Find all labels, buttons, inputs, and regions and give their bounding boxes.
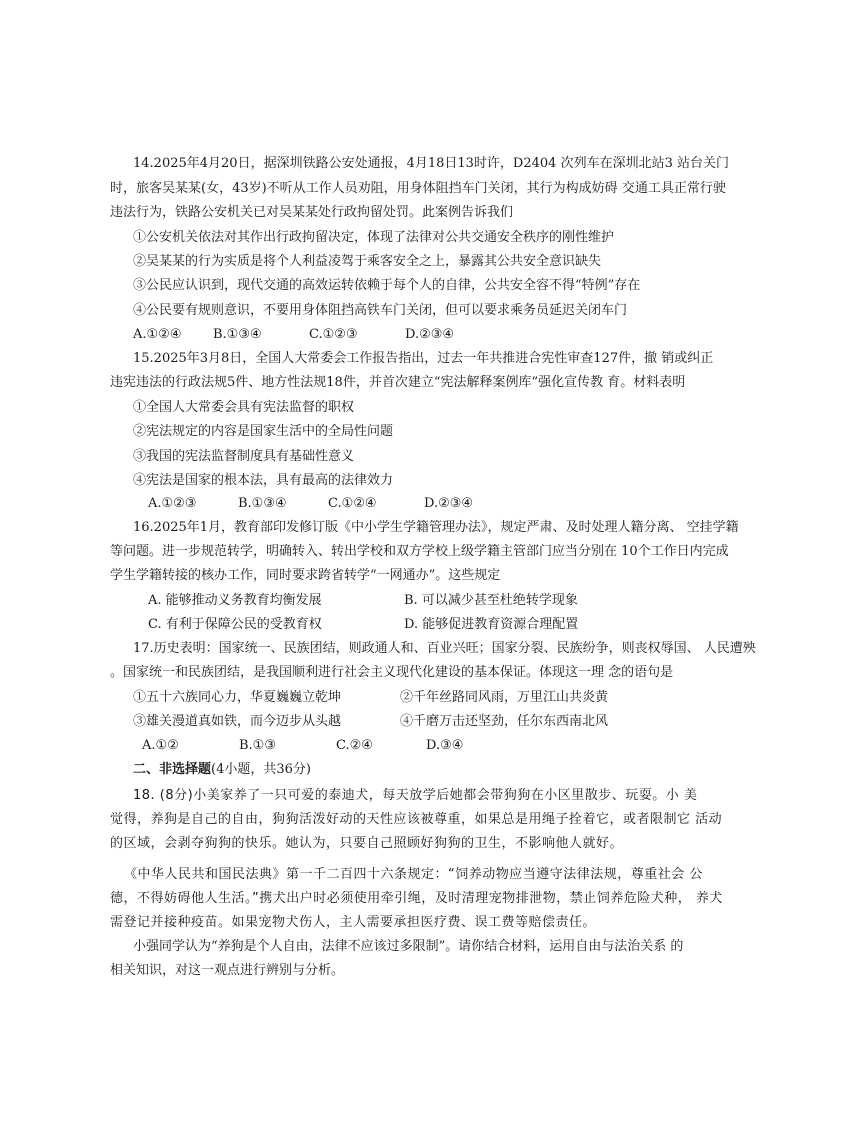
q16-stem-line-1: 16.2025年1月，教育部印发修订版《中小学生学籍管理办法》，规定严肃、及时处理人籍分离、 空挂学籍 bbox=[133, 520, 739, 535]
q18-para1-line-1: 18. (8分)小美家养了一只可爱的泰迪犬，每天放学后她都会带狗狗在小区里散步、玩耍。小 美 bbox=[133, 788, 698, 803]
q16-option-d: D. 能够促进教育资源合理配置 bbox=[404, 617, 579, 632]
q18-para2-line-2: 德，不得妨碍他人生活。”携犬出户时必须使用牵引绳，及时清理宠物排泄物，禁止饲养危险犬种， 养犬 bbox=[110, 891, 723, 906]
q14-stem-line-1: 14.2025年4月20日，据深圳铁路公安处通报，4月18日13时许，D2404 次列车在深圳北站3 站台关门 bbox=[133, 156, 729, 171]
section-2-heading bbox=[133, 761, 311, 779]
q17-option-3: ③雄关漫道真如铁，而今迈步从头越 bbox=[133, 714, 342, 729]
q17-stem-line-1: 17.历史表明：国家统一、民族团结，则政通人和、百业兴旺；国家分裂、民族纷争，则丧权辱国、 人民遭殃 bbox=[133, 641, 756, 656]
q17-stem-line-2: 。国家统一和民族团结，是我国顺利进行社会主义现代化建设的基本保证。体现这一理 念的语句是 bbox=[110, 665, 674, 680]
q15-option-2: ②宪法规定的内容是国家生活中的全局性问题 bbox=[133, 424, 394, 439]
q17-choice-c: C.②④ bbox=[336, 738, 373, 753]
q14-option-1: ①公安机关依法对其作出行政拘留决定，体现了法律对公共交通安全秩序的刚性维护 bbox=[133, 230, 615, 245]
q18-para3-line-2: 相关知识，对这一观点进行辨别与分析。 bbox=[110, 963, 345, 978]
q15-stem-line-2: 违宪违法的行政法规5件、地方性法规18件，并首次建立“宪法解释案例库”强化宣传教 育。材料表明 bbox=[110, 375, 686, 390]
q14-stem-line-2: 时，旅客吴某某(女，43岁)不听从工作人员劝阻，用身体阻挡车门关闭，其行为构成妨碍 交通工具正常行驶 bbox=[110, 181, 726, 196]
q18-para2-line-3: 需登记并接种疫苗。如果宠物犬伤人，主人需要承担医疗费、误工费等赔偿责任。 bbox=[110, 915, 597, 930]
q17-option-2: ②千年丝路同风雨，万里江山共炎黄 bbox=[400, 690, 609, 705]
q17-choices bbox=[142, 737, 463, 755]
q17-choice-b: B.①③ bbox=[239, 738, 276, 753]
q16-stem-line-3: 学生学籍转接的核办工作，同时要求跨省转学“一网通办”。这些规定 bbox=[110, 568, 501, 583]
q18-para3-line-1: 小强同学认为“养狗是个人自由，法律不应该过多限制”。请你结合材料，运用自由与法治关系 的 bbox=[133, 939, 684, 954]
q14-choice-c: C.①②③ bbox=[309, 327, 358, 342]
q15-choice-b: B.①③④ bbox=[238, 496, 287, 511]
q15-stem-line-1: 15.2025年3月8日，全国人大常委会工作报告指出，过去一年共推进合宪性审查127件，撤 销或纠正 bbox=[133, 351, 714, 366]
section-2-title: 二、非选择题 bbox=[133, 762, 212, 777]
q18-para1-line-3: 的区域，会剥夺狗狗的快乐。她认为，只要自己照顾好狗狗的卫生，不影响他人就好。 bbox=[110, 836, 624, 851]
q14-option-2: ②吴某某的行为实质是将个人利益凌驾于乘客安全之上，暴露其公共安全意识缺失 bbox=[133, 254, 602, 269]
q16-option-c: C. 有利于保障公民的受教育权 bbox=[148, 617, 322, 632]
q15-choices bbox=[148, 495, 473, 513]
q17-choice-d: D.③④ bbox=[426, 738, 464, 753]
q14-choice-a: A.①②④ bbox=[133, 327, 182, 342]
q14-stem-line-3: 违法行为，铁路公安机关已对吴某某处行政拘留处罚。此案例告诉我们 bbox=[110, 205, 514, 220]
q17-choice-a: A.①② bbox=[142, 738, 179, 753]
section-2-note: (4小题，共36分) bbox=[211, 762, 311, 777]
q15-choice-d: D.②③④ bbox=[424, 496, 474, 511]
q17-option-1: ①五十六族同心力，华夏巍巍立乾坤 bbox=[133, 690, 342, 705]
q14-option-3: ③公民应认识到，现代交通的高效运转依赖于每个人的自律，公共安全容不得“特例”存在 bbox=[133, 278, 641, 293]
q15-option-4: ④宪法是国家的根本法，具有最高的法律效力 bbox=[133, 473, 394, 488]
q17-option-4: ④千磨万击还坚劲，任尔东西南北风 bbox=[400, 714, 609, 729]
q14-option-4: ④公民要有规则意识，不要用身体阻挡高铁车门关闭，但可以要求乘务员延迟关闭车门 bbox=[133, 303, 628, 318]
q15-choice-c: C.①②④ bbox=[328, 496, 377, 511]
q18-para2-line-1: 《中华人民共和国民法典》第一千二百四十六条规定：“饲养动物应当遵守法律法规，尊重社会 公 bbox=[124, 867, 703, 882]
q14-choice-b: B.①③④ bbox=[213, 327, 262, 342]
q15-choice-a: A.①②③ bbox=[148, 496, 197, 511]
q16-option-b: B. 可以减少甚至杜绝转学现象 bbox=[404, 593, 578, 608]
q14-choices bbox=[133, 326, 454, 344]
q18-para1-line-2: 觉得，养狗是自己的自由，狗狗活泼好动的天性应该被尊重，如果总是用绳子拴着它，或者限制它 活动 bbox=[110, 812, 723, 827]
q16-stem-line-2: 等问题。进一步规范转学，明确转入、转出学校和双方学校上级学籍主管部门应当分别在 10个工作日内完成 bbox=[110, 544, 729, 559]
q15-option-3: ③我国的宪法监督制度具有基础性意义 bbox=[133, 449, 355, 464]
q14-choice-d: D.②③④ bbox=[405, 327, 455, 342]
q16-option-a: A. 能够推动义务教育均衡发展 bbox=[148, 593, 322, 608]
q15-option-1: ①全国人大常委会具有宪法监督的职权 bbox=[133, 400, 355, 415]
